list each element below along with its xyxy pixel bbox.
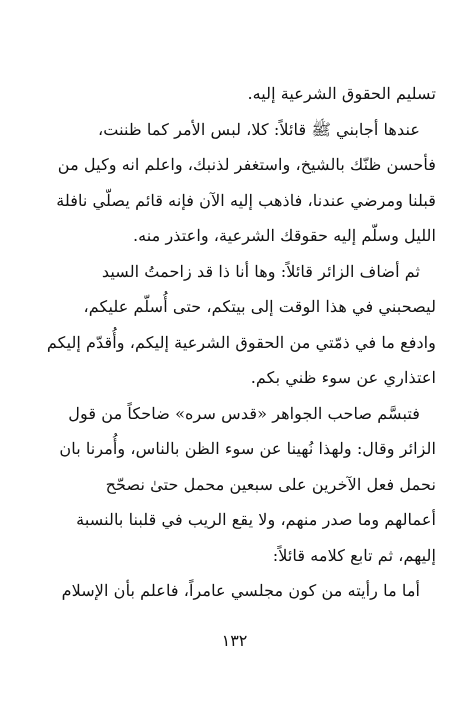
text-line-12: نحمل فعل الآخرين على سبعين محمل حتىٰ نصحّح — [105, 474, 436, 494]
text-line-6: ثم أضاف الزائر قائلاً: وها أنا ذا قد زاحمتُ السيد — [101, 261, 420, 281]
text-line-11: الزائر وقال: ولهذا نُهينا عن سوء الظن بالناس، وأُمرنا بان — [59, 439, 436, 458]
text-line-15: أما ما رأيته من كون مجلسي عامراً، فاعلم بأن الإسلام — [61, 581, 420, 600]
page-number: ١٣٢ — [221, 631, 248, 650]
body-text — [34, 76, 436, 609]
text-line-5: الليل وسلّم إليه حقوقك الشرعية، واعتذر منه. — [132, 226, 436, 245]
text-line-1: تسليم الحقوق الشرعية إليه. — [247, 84, 436, 103]
text-line-8: وادفع ما في ذمّتي من الحقوق الشرعية إليكم، وأُقدّم إليكم — [46, 332, 436, 352]
text-line-14: إليهم، ثم تابع كلامه قائلاً: — [272, 545, 436, 565]
text-line-3: فأحسن ظنّك بالشيخ، واستغفر لذنبك، واعلم انه وكيل من — [57, 155, 436, 174]
text-line-7: ليصحبني في هذا الوقت إلى بيتكم، حتى أُسلّم عليكم، — [83, 297, 436, 316]
text-line-9: اعتذاري عن سوء ظني بكم. — [250, 368, 436, 387]
text-line-4: قبلنا ومرضي عندنا، فاذهب إليه الآن فإنه قائم يصلّي نافلة — [56, 190, 436, 210]
text-line-2: عندها أجابني ﷺ قائلاً: كلا، لبس الأمر كما ظننت، — [98, 119, 420, 139]
text-line-10: فتبسَّم صاحب الجواهر «قدس سره» ضاحكاً من قول — [68, 403, 420, 423]
text-line-13: أعمالهم وما صدر منهم، ولا يقع الريب في قلبنا بالنسبة — [76, 510, 436, 529]
